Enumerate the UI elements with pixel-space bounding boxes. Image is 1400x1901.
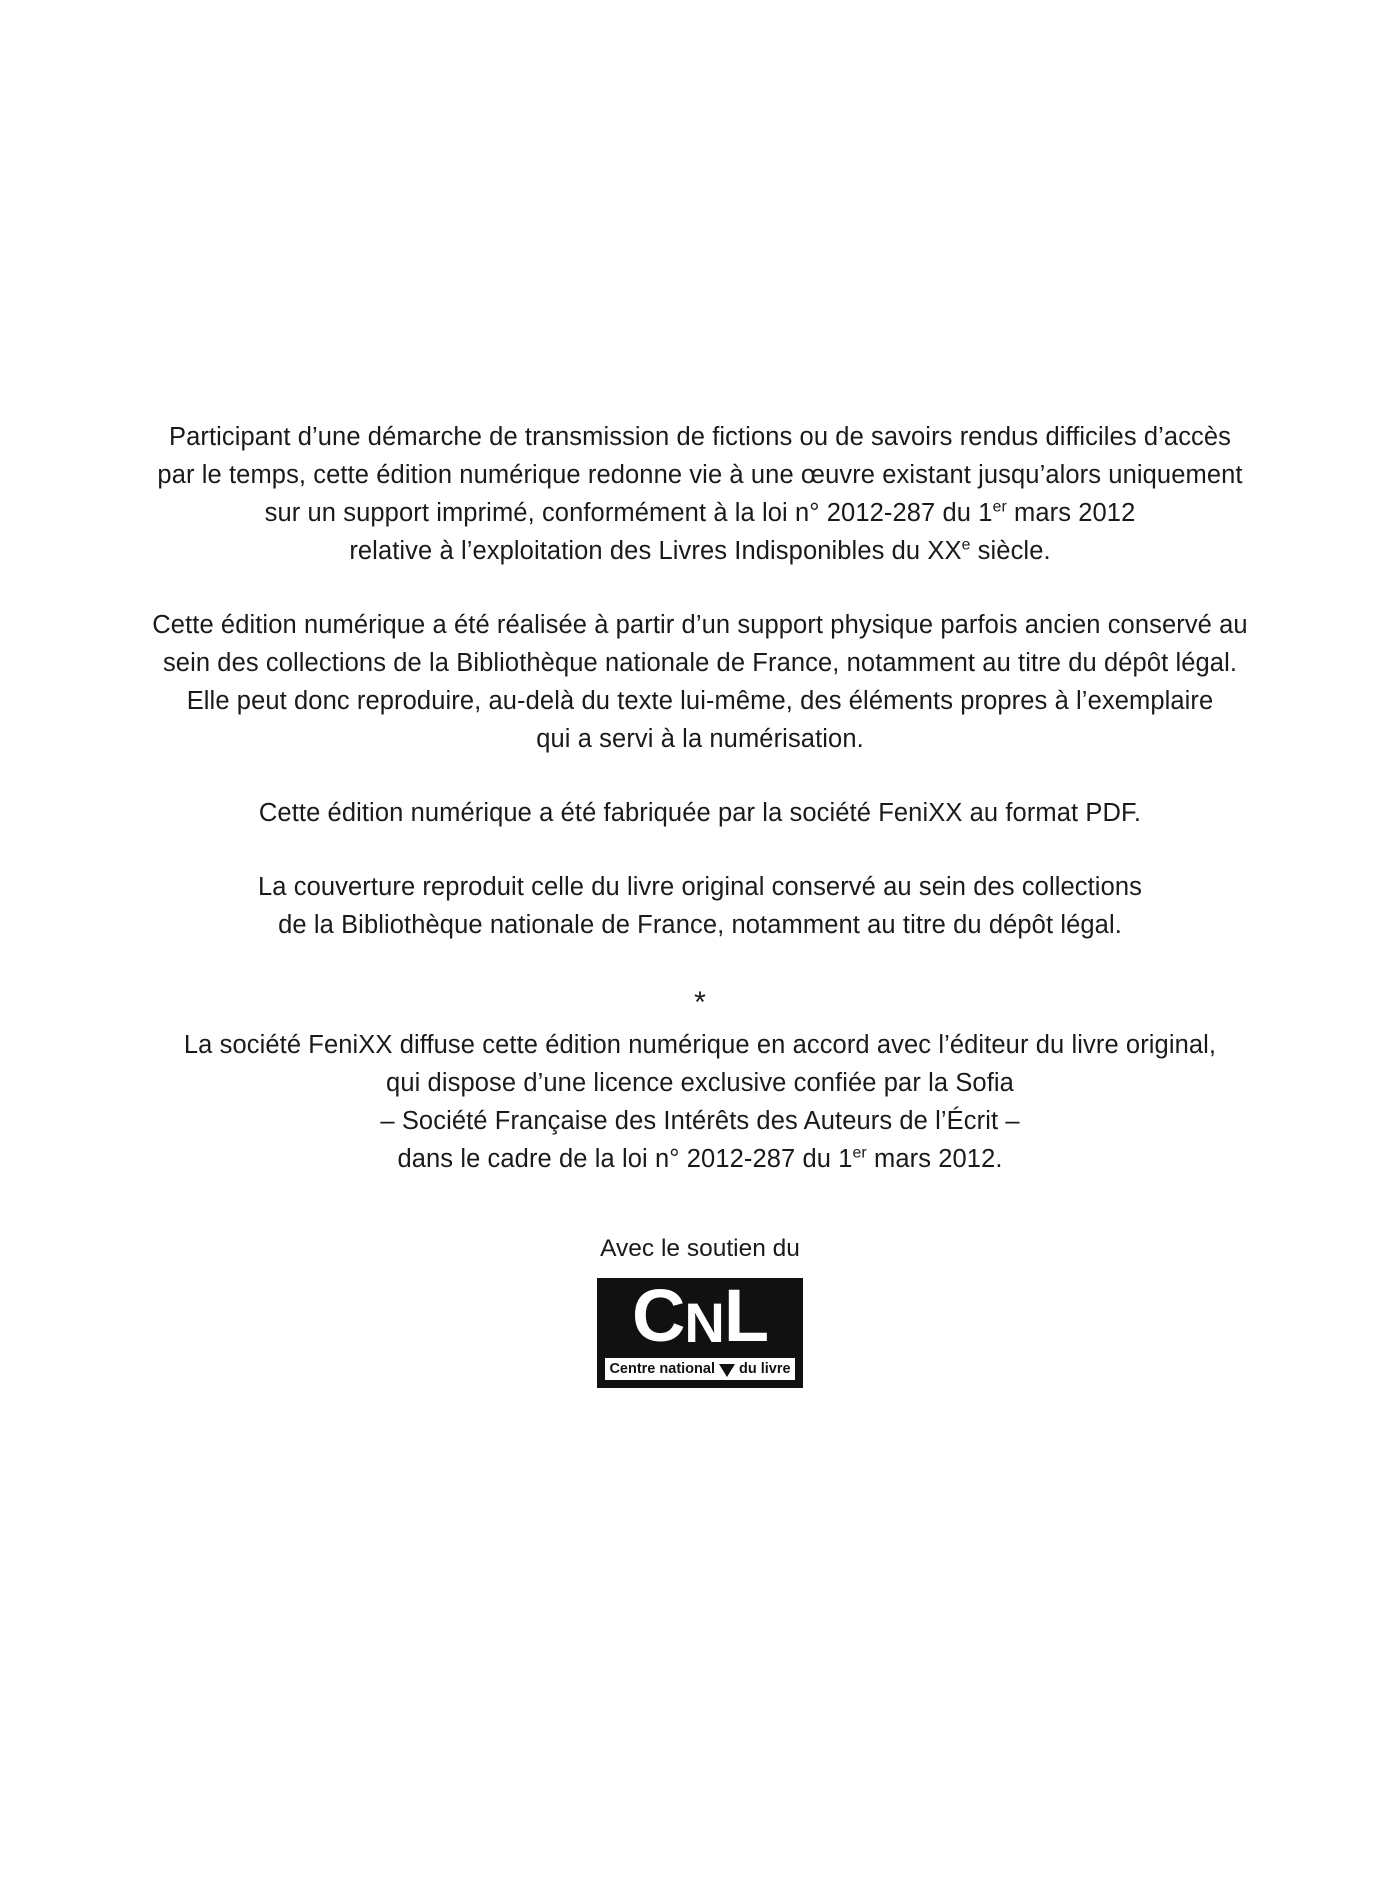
cnl-strip-right: du livre [738, 1361, 791, 1377]
paragraph-distribution [120, 1026, 1280, 1178]
paragraph-line-exploitation: relative à l’exploitation des Livres Indisponibles du XXe siècle. [349, 536, 1051, 565]
support-section [0, 1234, 1400, 1388]
cnl-letter-l: L [723, 1274, 769, 1357]
paragraph-line-law: dans le cadre de la loi n° 2012-287 du 1er mars 2012. [397, 1144, 1003, 1173]
paragraph-line: La couverture reproduit celle du livre original conservé au sein des collections [258, 873, 1142, 901]
paragraph-line: qui dispose d’une licence exclusive confiée par la Sofia [386, 1069, 1014, 1097]
cnl-logo [597, 1274, 803, 1388]
paragraph-source-support [120, 606, 1280, 758]
paragraph-fabrication [120, 794, 1280, 832]
ordinal-suffix: e [961, 536, 971, 554]
cnl-strip-left: Centre national [609, 1361, 715, 1377]
paragraph-line: Cette édition numérique a été réalisée à partir d’un support physique parfois ancien conservé au [152, 611, 1248, 639]
paragraph-line: Cette édition numérique a été fabriquée par la société FeniXX au format PDF. [258, 799, 1142, 827]
cnl-letter-c: C [631, 1274, 685, 1357]
cnl-logo-strip [605, 1358, 795, 1380]
paragraph-line: de la Bibliothèque nationale de France, notamment au titre du dépôt légal. [278, 911, 1122, 939]
paragraph-cover [120, 868, 1280, 944]
paragraph-line: – Société Française des Intérêts des Auteurs de l’Écrit – [380, 1107, 1020, 1135]
ordinal-suffix: er [852, 1144, 867, 1162]
paragraph-line: qui a servi à la numérisation. [536, 725, 864, 753]
paragraph-line: Participant d’une démarche de transmission de fictions ou de savoirs rendus difficiles d’accès [168, 423, 1232, 451]
section-separator: * [694, 986, 706, 1019]
paragraph-line-law: sur un support imprimé, conformément à la loi n° 2012-287 du 1er mars 2012 [264, 498, 1136, 527]
ordinal-suffix: er [992, 498, 1007, 516]
paragraph-line: sein des collections de la Bibliothèque nationale de France, notamment au titre du dépôt légal. [162, 649, 1238, 677]
cnl-triangle-icon [719, 1364, 735, 1377]
paragraph-transmission [120, 418, 1280, 570]
cnl-logo-letters [597, 1274, 803, 1357]
support-label: Avec le soutien du [600, 1235, 800, 1262]
paragraph-line: Elle peut donc reproduire, au-delà du texte lui-même, des éléments propres à l’exemplaire [186, 687, 1214, 715]
cnl-letter-n: N [684, 1291, 724, 1354]
paragraph-line: par le temps, cette édition numérique redonne vie à une œuvre existant jusqu’alors uniquement [157, 461, 1243, 489]
paragraph-line: La société FeniXX diffuse cette édition numérique en accord avec l’éditeur du livre original, [183, 1031, 1217, 1059]
legal-notice-block [0, 418, 1400, 1388]
